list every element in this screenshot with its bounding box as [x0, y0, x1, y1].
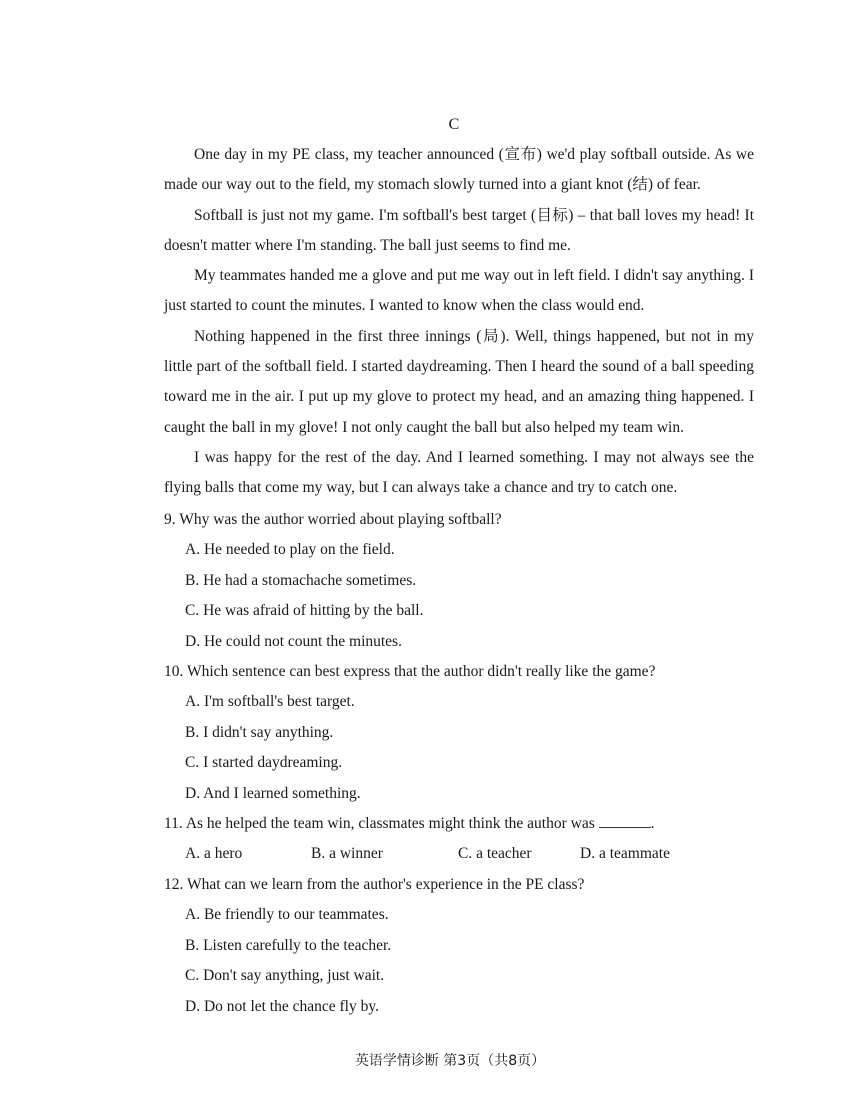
question-9: [164, 505, 764, 657]
option-b: B. He had a stomachache sometimes.: [185, 571, 417, 589]
option-b: B. Listen carefully to the teacher.: [185, 936, 392, 954]
passage-paragraph: Nothing happened in the first three innings (局). Well, things happened, but not in my little part of the softball field. I started daydreaming. Then I heard the sound of a ball speeding toward me in the air. I put up my glove to protect my head, and an amazing thing happened. I caught the ball in my glove! I not only caught the ball but also helped my team win.: [164, 327, 754, 436]
passage-paragraph: Softball is just not my game. I'm softball's best target (目标) – that ball loves my head! It doesn't matter where I'm standing. The ball just seems to find me.: [164, 206, 754, 254]
question-stem-end: .: [650, 815, 655, 833]
option-d: D. And I learned something.: [185, 784, 361, 802]
page-footer: 英语学情诊断 第3页（共8页）: [354, 1053, 546, 1069]
passage-paragraph: My teammates handed me a glove and put me way out in left field. I didn't say anything. I just started to count the minutes. I wanted to know when the class would end.: [164, 267, 754, 315]
question-12: [164, 870, 764, 1022]
section-title: C: [448, 116, 460, 133]
question-stem: 10. Which sentence can best express that the author didn't really like the game?: [164, 663, 656, 681]
option-c: C. I started daydreaming.: [185, 754, 343, 772]
option-row: [164, 839, 764, 869]
reading-passage: [164, 140, 754, 504]
passage-paragraph: I was happy for the rest of the day. And I learned something. I may not always see the flying balls that come my way, but I can always take a chance and try to catch one.: [164, 448, 754, 497]
option-b: B. a winner: [311, 845, 383, 863]
question-11: [164, 809, 764, 870]
question-list: [164, 505, 764, 1022]
answer-blank: [599, 815, 651, 828]
option-b: B. I didn't say anything.: [185, 723, 334, 741]
question-10: [164, 657, 764, 809]
option-a: A. He needed to play on the field.: [185, 541, 395, 559]
option-d: D. a teammate: [580, 845, 670, 863]
passage-paragraph: One day in my PE class, my teacher announced (宣布) we'd play softball outside. As we made our way out to the field, my stomach slowly turned into a giant knot (结) of fear.: [164, 146, 754, 194]
option-d: D. He could not count the minutes.: [185, 632, 402, 650]
option-a: A. Be friendly to our teammates.: [185, 906, 389, 924]
question-stem: 11. As he helped the team win, classmates might think the author was: [164, 815, 595, 833]
option-a: A. a hero: [185, 845, 243, 863]
option-c: C. Don't say anything, just wait.: [185, 967, 385, 985]
option-a: A. I'm softball's best target.: [185, 693, 355, 711]
question-stem: 12. What can we learn from the author's experience in the PE class?: [164, 875, 585, 893]
option-c: C. He was afraid of hitting by the ball.: [185, 602, 424, 620]
option-c: C. a teacher: [458, 845, 532, 863]
question-stem: 9. Why was the author worried about playing softball?: [164, 511, 502, 528]
option-d: D. Do not let the chance fly by.: [185, 997, 379, 1015]
question-stem-line: [164, 809, 764, 839]
